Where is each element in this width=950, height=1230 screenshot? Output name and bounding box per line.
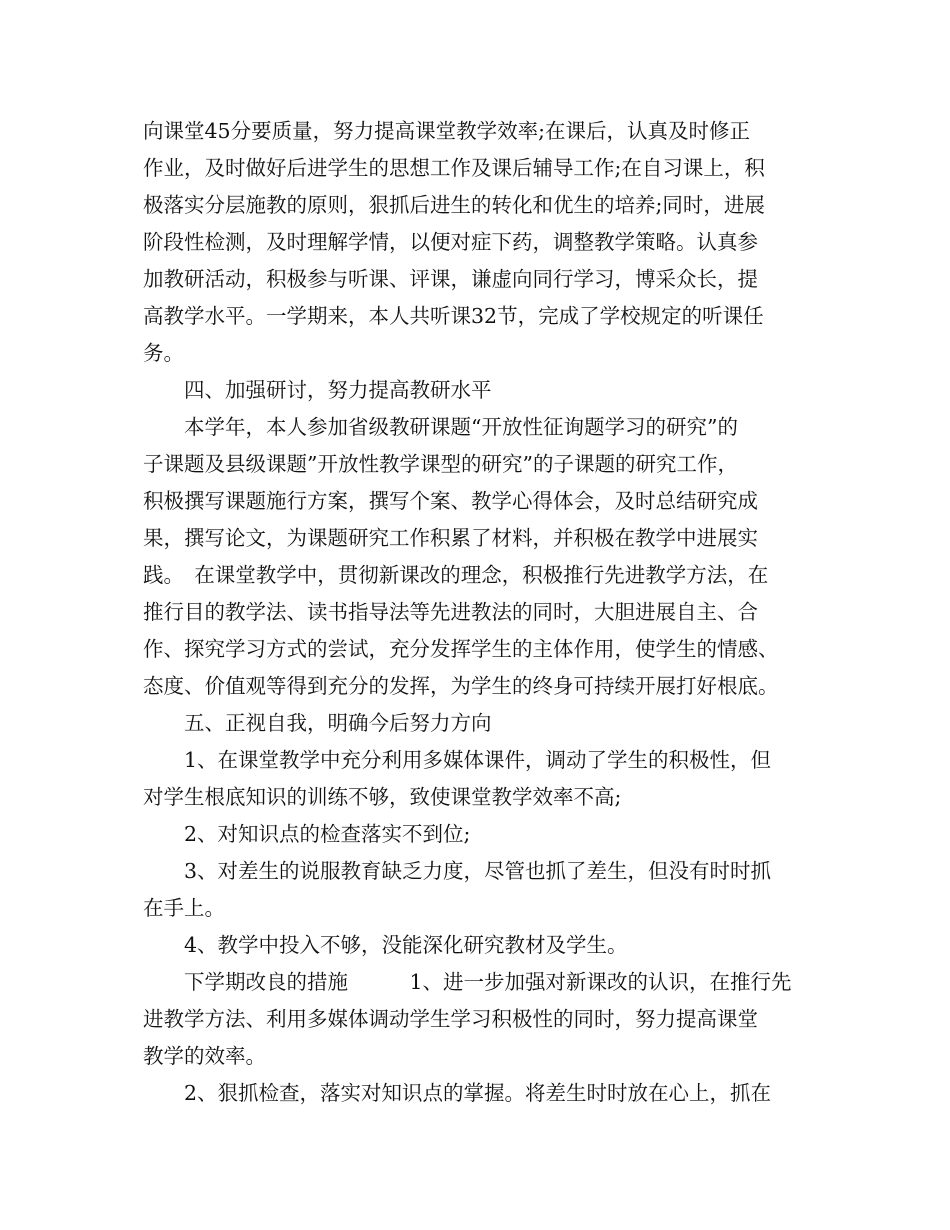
text-line: 极落实分层施教的原则，狠抓后进生的转化和优生的培养;同时，进展: [143, 193, 765, 217]
text-line: 阶段性检测，及时理解学情，以便对症下药，调整教学策略。认真参: [143, 230, 758, 254]
text-line: 3、对差生的说服教育缺乏力度，尽管也抓了差生，但没有时时抓: [143, 859, 772, 883]
text-line: 作、探究学习方式的尝试，充分发挥学生的主体作用，使学生的情感、: [143, 637, 779, 661]
text-line: 加教研活动，积极参与听课、评课，谦虚向同行学习，博采众长，提: [143, 267, 758, 291]
section-heading: 四、加强研讨，努力提高教研水平: [143, 378, 492, 402]
text-line: 教学的效率。: [143, 1044, 266, 1068]
text-line: 向课堂45分要质量，努力提高课堂教学效率;在课后，认真及时修正: [143, 119, 750, 143]
text-line: 务。: [143, 341, 184, 365]
text-line: 在手上。: [143, 896, 225, 920]
text-line: 下学期改良的措施 1、进一步加强对新课改的认识，在推行先: [143, 970, 792, 994]
text-line: 1、在课堂教学中充分利用多媒体课件，调动了学生的积极性，但: [143, 748, 772, 772]
text-line: 作业，及时做好后进学生的思想工作及课后辅导工作;在自习课上，积: [143, 156, 765, 180]
text-line: 本学年，本人参加省级教研课题“开放性征询题学习的研究”的: [143, 415, 738, 439]
text-line: 2、狠抓检查，落实对知识点的掌握。将差生时时放在心上，抓在: [143, 1081, 772, 1105]
section-heading: 五、正视自我，明确今后努力方向: [143, 711, 492, 735]
text-line: 践。 在课堂教学中，贯彻新课改的理念，积极推行先进教学方法，在: [143, 563, 769, 587]
text-line: 子课题及县级课题”开放性教学课型的研究”的子课题的研究工作，: [143, 452, 738, 476]
text-line: 果，撰写论文，为课题研究工作积累了材料，并积极在教学中进展实: [143, 526, 758, 550]
text-line: 态度、价值观等得到充分的发挥，为学生的终身可持续开展打好根底。: [143, 674, 779, 698]
text-line: 高教学水平。一学期来，本人共听课32节，完成了学校规定的听课任: [143, 304, 764, 328]
text-line: 4、教学中投入不够，没能深化研究教材及学生。: [143, 933, 628, 957]
text-line: 2、对知识点的检查落实不到位;: [143, 822, 471, 846]
text-line: 进教学方法、利用多媒体调动学生学习积极性的同时，努力提高课堂: [143, 1007, 758, 1031]
text-line: 对学生根底知识的训练不够，致使课堂教学效率不高;: [143, 785, 622, 809]
text-line: 积极撰写课题施行方案，撰写个案、教学心得体会，及时总结研究成: [143, 489, 758, 513]
text-line: 推行目的教学法、读书指导法等先进教法的同时，大胆进展自主、合: [143, 600, 758, 624]
